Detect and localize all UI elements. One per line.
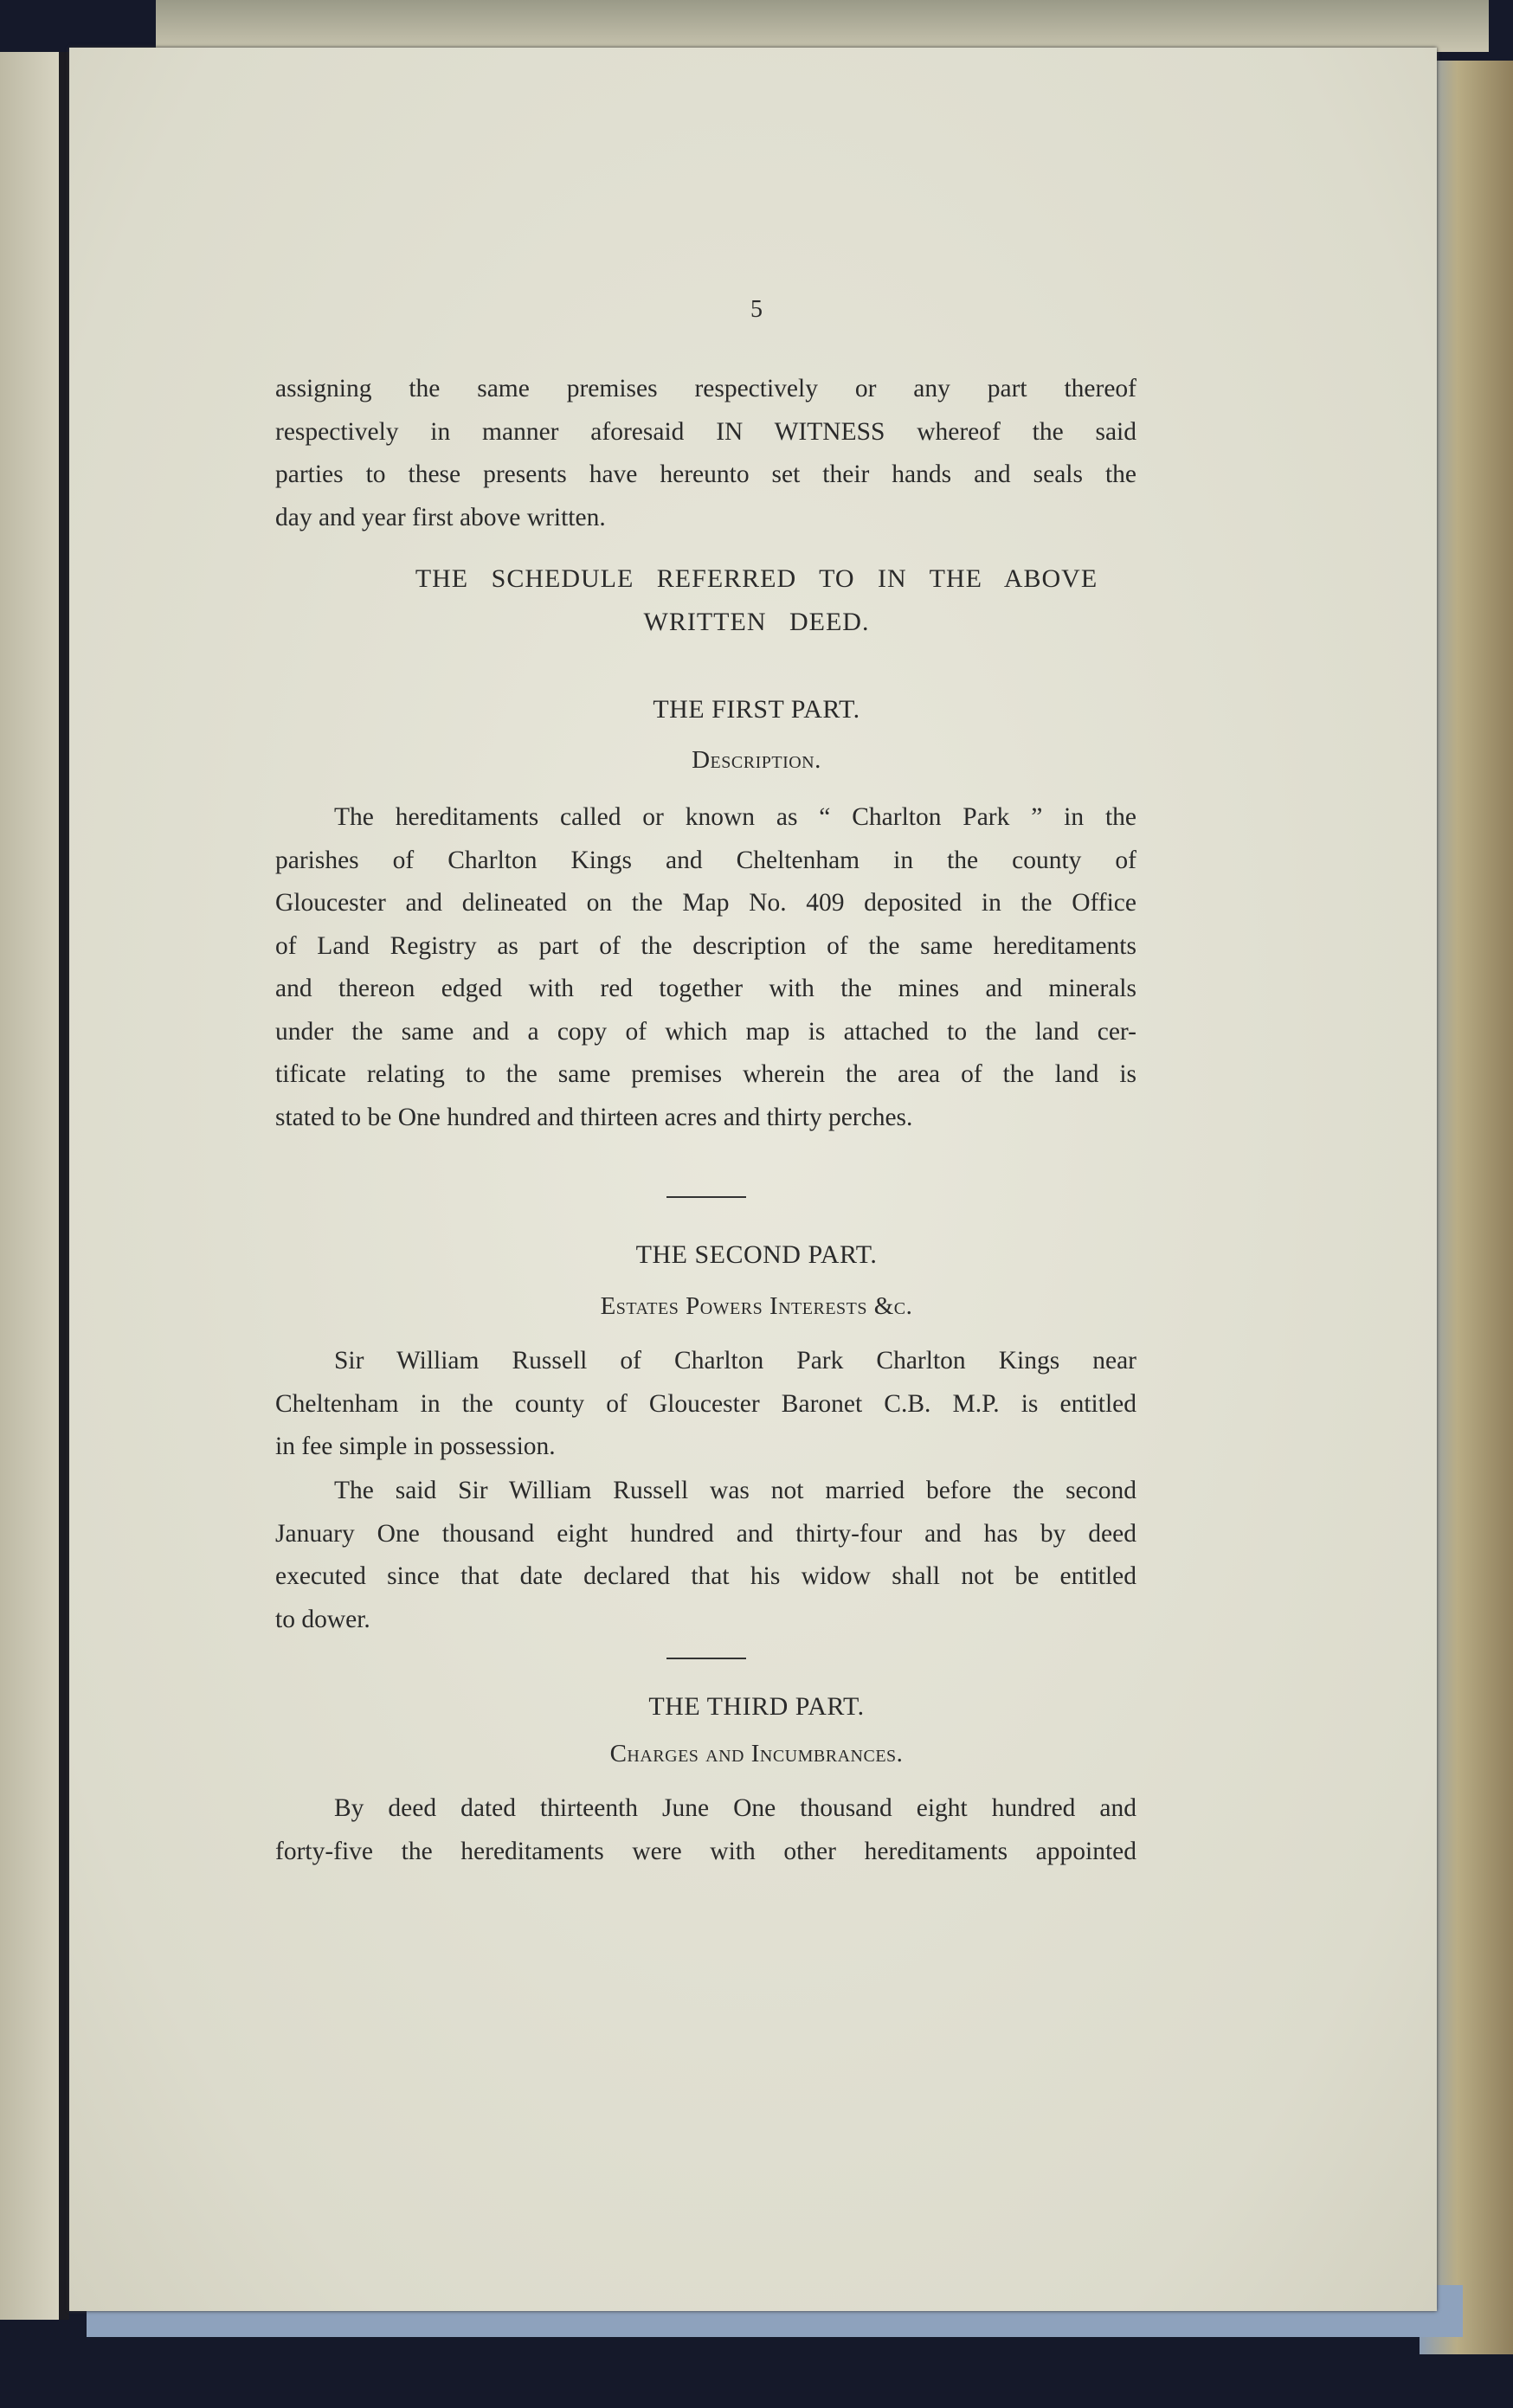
text-line: stated to be One hundred and thirteen acres and thirty perches. [275,1103,913,1131]
opening-paragraph [275,368,1136,539]
schedule-heading-line-2: WRITTEN DEED. [643,608,870,636]
text-line: January One thousand eight hundred and thirty-four and has by deed [275,1519,1136,1548]
first-part-paragraph [275,796,1136,1139]
third-part-paragraph [275,1787,1136,1873]
third-part-title: THE THIRD PART. [648,1692,865,1721]
text-line: assigning the same premises respectively or any part thereof [275,375,1136,402]
left-page-edge [0,52,62,2320]
second-part-paragraph-2 [275,1470,1136,1641]
book-gutter [59,52,69,2320]
text-line: The said Sir William Russell was not married before the second [334,1477,1136,1504]
second-part-title: THE SECOND PART. [635,1240,878,1269]
section-divider [666,1196,746,1198]
text-line: tificate relating to the same premises wherein the area of the land is [275,1060,1136,1088]
third-part-subtitle: Charges and Incumbrances. [609,1740,904,1767]
first-part-subtitle: Description. [692,746,821,774]
first-part-title: THE FIRST PART. [653,695,860,724]
text-line: of Land Registry as part of the description of the same hereditaments [275,931,1136,960]
text-line: executed since that date declared that his widow shall not be entitled [275,1562,1136,1590]
text-line: day and year first above written. [275,503,606,531]
text-line: The hereditaments called or known as “ Charlton Park ” in the [334,803,1136,831]
section-divider [666,1658,746,1659]
text-line: under the same and a copy of which map is attached to the land cer- [275,1017,1136,1046]
text-line: parties to these presents have hereunto set their hands and seals the [275,460,1136,488]
text-line: parishes of Charlton Kings and Cheltenham in the county of [275,846,1136,874]
second-part-subtitle: Estates Powers Interests &c. [600,1292,913,1320]
book-binding-top [156,0,1489,52]
text-line: Sir William Russell of Charlton Park Charlton Kings near [334,1347,1136,1375]
schedule-heading-line-1: THE SCHEDULE REFERRED TO IN THE ABOVE [415,564,1098,593]
text-line: forty-five the hereditaments were with other hereditaments appointed [275,1837,1136,1865]
text-line: to dower. [275,1605,370,1633]
page-number: 5 [750,296,763,323]
text-line: By deed dated thirteenth June One thousand eight hundred and [334,1794,1136,1822]
text-line: Cheltenham in the county of Gloucester Baronet C.B. M.P. is entitled [275,1389,1136,1418]
text-line: and thereon edged with red together with the mines and minerals [275,975,1136,1002]
text-line: in fee simple in possession. [275,1433,556,1460]
text-line: respectively in manner aforesaid IN WITNESS whereof the said [275,417,1136,446]
second-part-paragraph-1 [275,1340,1136,1469]
text-line: Gloucester and delineated on the Map No. 409 deposited in the Office [275,889,1136,917]
